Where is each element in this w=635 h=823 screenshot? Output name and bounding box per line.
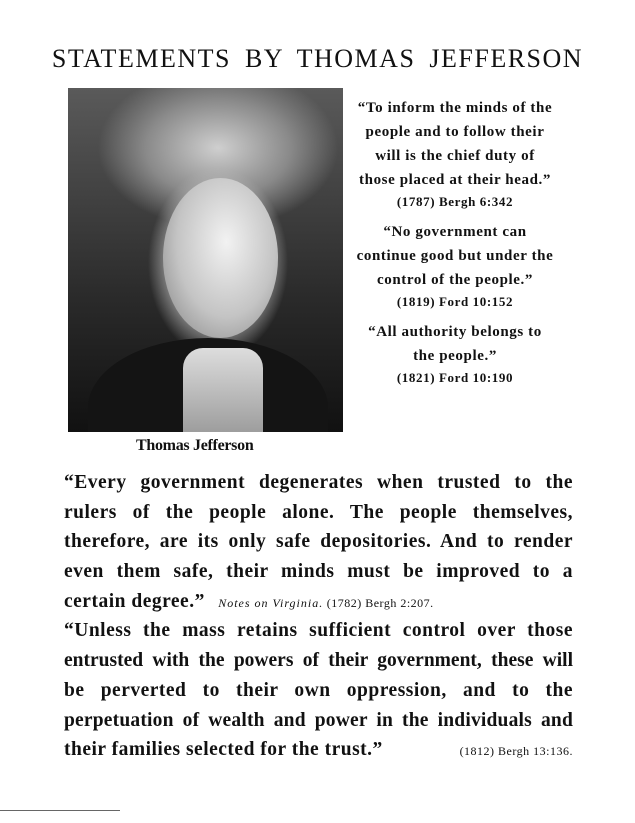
quote-line: continue good but under the [356,248,554,264]
body-line: rulers of the people alone. The people themselves, [64,501,573,523]
body-line: “Every government degenerates when trusted to the [64,472,573,493]
bottom-rule [0,810,120,811]
body-line: even them safe, their minds must be improved to a [64,561,573,583]
body-line: entrusted with the powers of their government, these will [64,650,573,672]
body-line: perpetuation of wealth and power in the individuals and [64,709,573,731]
side-quote [330,96,580,212]
quote-line: will is the chief duty of [375,148,535,164]
side-quote [330,320,580,388]
body-line: “Unless the mass retains sufficient control over those [64,620,573,642]
source-title: Notes on Virginia. [218,595,324,610]
quote-line: the people.” [413,348,497,364]
quote-line: control of the people.” [376,272,533,288]
page-title: STATEMENTS BY THOMAS JEFFERSON [51,44,584,73]
portrait-caption: Thomas Jefferson [136,437,254,454]
body-line: therefore, are its only safe depositories. And to render [64,531,573,553]
portrait-face [163,178,278,338]
main-quotes [64,468,573,765]
portrait-collar [183,348,263,432]
side-quote [330,220,580,312]
quote-citation: (1787) Bergh 6:342 [396,194,514,209]
body-line [64,735,573,765]
quote-line: those placed at their head.” [359,172,551,188]
body-line: be perverted to their own oppression, and to the [64,679,573,701]
quote-citation: (1812) Bergh 13:136. [459,744,573,759]
quote-line: “No government can [383,224,527,240]
side-quotes [330,96,580,396]
body-line-text: their families selected for the trust.” [64,739,383,761]
quote-line: people and to follow their [365,124,545,140]
quote-citation: (1782) Bergh 2:207. [326,595,434,610]
quote-line: “All authority belongs to [368,324,542,340]
jefferson-portrait [68,88,343,432]
quote-citation: (1819) Ford 10:152 [396,294,514,309]
quote-citation: (1821) Ford 10:190 [396,370,514,385]
body-line [64,587,573,617]
quote-line: “To inform the minds of the [357,100,553,116]
body-line-text: certain degree.” [64,590,205,612]
